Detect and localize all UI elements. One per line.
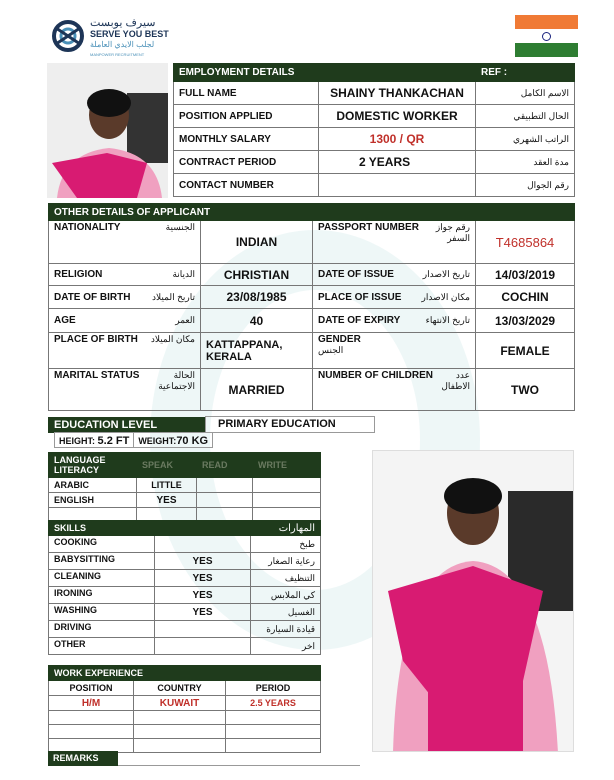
label: FULL NAME <box>174 82 319 105</box>
label: CONTACT NUMBER <box>174 174 319 197</box>
logo-name: SERVE YOU BEST <box>90 29 169 39</box>
label: POSITION APPLIED <box>174 105 319 128</box>
company-logo <box>50 16 170 60</box>
arabic-label: تاريخ الميلاد <box>152 291 195 302</box>
logo-arabic-tagline: لجلب الايدي العاملة <box>90 40 155 49</box>
other-details-table <box>48 203 575 411</box>
passport-number-value: T4685864 <box>476 221 575 264</box>
arabic-label: مكان الاصدار <box>421 291 471 302</box>
skill-arabic: الغسيل <box>251 604 321 621</box>
header: READ <box>197 453 253 478</box>
skill-arabic: طبخ <box>251 536 321 553</box>
label: PASSPORT NUMBER <box>318 222 419 233</box>
label: NUMBER OF CHILDREN <box>318 370 434 381</box>
skills-title: SKILLS <box>49 521 251 536</box>
skill-name: COOKING <box>49 536 155 553</box>
arabic-label: الراتب الشهري <box>476 128 575 151</box>
arabic-label: الجنس <box>318 345 344 355</box>
label: DATE OF ISSUE <box>318 269 394 280</box>
header: WRITE <box>253 453 321 478</box>
label: MARITAL STATUS <box>54 370 140 381</box>
india-flag <box>515 15 578 57</box>
language-table <box>48 452 321 521</box>
label: PLACE OF ISSUE <box>318 291 402 303</box>
arabic-label: مدة العقد <box>476 151 575 174</box>
label: AGE <box>54 315 76 326</box>
skill-value: YES <box>155 553 251 570</box>
header: COUNTRY <box>134 681 226 696</box>
skill-value: YES <box>155 604 251 621</box>
arabic-label: الجنسية <box>165 222 195 232</box>
speak-value: YES <box>137 493 197 508</box>
arabic-label: عدد الاطفال <box>441 370 471 391</box>
label: RELIGION <box>54 269 103 280</box>
height-weight <box>54 432 213 448</box>
arabic-label: تاريخ الاصدار <box>422 269 471 279</box>
logo-tagline: MANPOWER RECRUITMENT <box>90 52 145 57</box>
skill-name: BABYSITTING <box>49 553 155 570</box>
applicant-photo-small <box>47 63 168 198</box>
full-name-value: SHAINY THANKACHAN <box>319 82 476 105</box>
work-period: 2.5 YEARS <box>226 696 321 711</box>
skill-name: WASHING <box>49 604 155 621</box>
label: GENDER <box>318 334 361 345</box>
work-title: WORK EXPERIENCE <box>49 666 321 681</box>
expiry-date-value: 13/03/2029 <box>476 309 575 333</box>
label: DATE OF EXPIRY <box>318 315 401 326</box>
contract-value: 2 YEARS <box>319 151 476 174</box>
age-value: 40 <box>201 309 313 333</box>
skill-value <box>155 638 251 655</box>
issue-date-value: 14/03/2019 <box>476 264 575 286</box>
arabic-label: رقم الجوال <box>476 174 575 197</box>
skill-value <box>155 536 251 553</box>
education-level-label: EDUCATION LEVEL <box>48 417 205 433</box>
logo-knot-icon <box>50 18 86 54</box>
work-country: KUWAIT <box>134 696 226 711</box>
skills-table <box>48 520 321 655</box>
issue-place-value: COCHIN <box>476 286 575 309</box>
religion-value: CHRISTIAN <box>201 264 313 286</box>
contact-value <box>319 174 476 197</box>
label: DATE OF BIRTH <box>54 291 131 303</box>
education-level-value: PRIMARY EDUCATION <box>205 416 375 433</box>
label: NATIONALITY <box>54 222 121 233</box>
skill-name: IRONING <box>49 587 155 604</box>
skill-name: DRIVING <box>49 621 155 638</box>
skill-arabic: اخر <box>251 638 321 655</box>
logo-arabic-name: سيرف يوبست <box>90 17 156 29</box>
height-value: 5.2 FT <box>97 435 130 447</box>
ref-label: REF : <box>476 64 575 82</box>
skill-name: CLEANING <box>49 570 155 587</box>
label: PLACE OF BIRTH <box>54 334 138 345</box>
arabic-label: تاريخ الانتهاء <box>425 315 471 325</box>
position-value: DOMESTIC WORKER <box>319 105 476 128</box>
applicant-photo-large <box>372 450 574 752</box>
arabic-label: الاسم الكامل <box>476 82 575 105</box>
header: LANGUAGE LITERACY <box>49 453 137 478</box>
skill-name: OTHER <box>49 638 155 655</box>
gender-value: FEMALE <box>476 333 575 369</box>
skill-arabic: كي الملابس <box>251 587 321 604</box>
weight-value: 70 KG <box>176 435 209 447</box>
skill-arabic: قيادة السيارة <box>251 621 321 638</box>
header: POSITION <box>49 681 134 696</box>
employment-title: EMPLOYMENT DETAILS <box>174 64 476 82</box>
skill-arabic: التنظيف <box>251 570 321 587</box>
arabic-label: رقم جواز السفر <box>435 222 471 243</box>
speak-value: LITTLE <box>137 478 197 493</box>
employment-details-table <box>173 63 575 197</box>
salary-value: 1300 / QR <box>319 128 476 151</box>
weight-label: WEIGHT: <box>138 436 177 446</box>
remarks-line <box>118 765 360 766</box>
arabic-label: الحال التطبيقي <box>476 105 575 128</box>
language-name: ARABIC <box>49 478 137 493</box>
children-value: TWO <box>476 369 575 411</box>
marital-status-value: MARRIED <box>201 369 313 411</box>
skill-value <box>155 621 251 638</box>
arabic-label: الديانة <box>172 269 195 279</box>
dob-value: 23/08/1985 <box>201 286 313 309</box>
arabic-label: العمر <box>175 315 195 325</box>
other-details-title: OTHER DETAILS OF APPLICANT <box>49 204 313 221</box>
arabic-label: مكان الميلاد <box>150 334 195 344</box>
skill-value: YES <box>155 570 251 587</box>
arabic-label: الحالة الاجتماعية <box>158 370 195 391</box>
work-experience-table <box>48 665 321 753</box>
language-name: ENGLISH <box>49 493 137 508</box>
label: CONTRACT PERIOD <box>174 151 319 174</box>
work-position: H/M <box>49 696 134 711</box>
remarks-label: REMARKS <box>48 751 118 766</box>
height-label: HEIGHT: <box>59 436 95 446</box>
label: MONTHLY SALARY <box>174 128 319 151</box>
header: PERIOD <box>226 681 321 696</box>
skill-value: YES <box>155 587 251 604</box>
nationality-value: INDIAN <box>201 221 313 264</box>
header: SPEAK <box>137 453 197 478</box>
skills-arabic-title: المهارات <box>251 521 321 536</box>
birth-place-value: KATTAPPANA, KERALA <box>201 333 313 369</box>
skill-arabic: رعاية الصغار <box>251 553 321 570</box>
